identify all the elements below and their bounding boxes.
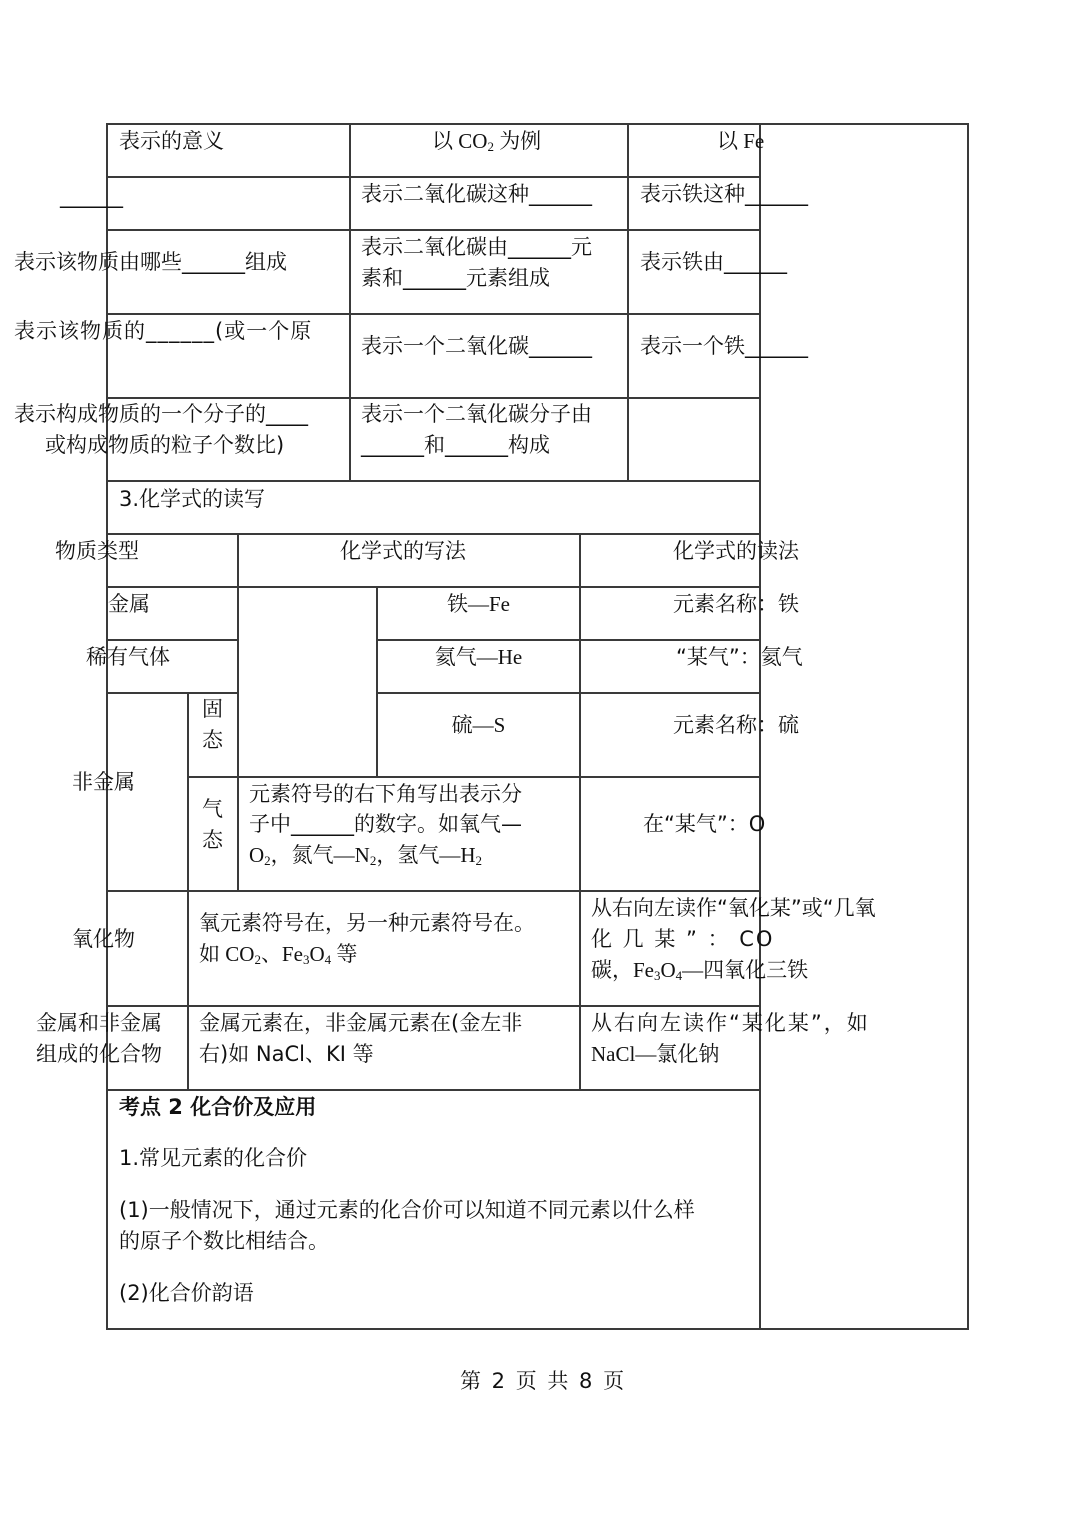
t2-metal-type: 金属 [108, 592, 150, 616]
t2-solid-bottom [187, 776, 760, 778]
t2-oxide-bottom [106, 1005, 760, 1007]
t2-header-writing: 化学式的写法 [340, 539, 466, 563]
t1-r1-meaning: ______ [60, 184, 123, 208]
kaodian2-item1-1-line1: (1)一般情况下，通过元素的化合价可以知道不同元素以什么样 [119, 1198, 695, 1222]
t2-oxide-reading-3: 碳，$Fe_3O_4—$四氧化三铁 [591, 958, 809, 983]
t1-r1-fe: 表示铁这种______ [640, 182, 808, 206]
t1-r4-co2-line1: 表示一个二氧化碳分子由 [361, 402, 592, 426]
t2-mnm-reading-1: 从右向左读作“某化某”，如 [591, 1011, 870, 1035]
t2-noble-example: 氦气—He [434, 645, 523, 669]
t2-solid-state-1: 固 [202, 697, 223, 721]
t1-r3-meaning: 表示该物质的______(或一个原 [14, 319, 313, 343]
t1-r2-co2-line2: 素和______元素组成 [361, 266, 550, 290]
t1-r3-fe: 表示一个铁______ [640, 334, 808, 358]
t1-r3-co2: 表示一个二氧化碳______ [361, 334, 592, 358]
t2-metal-reading: 元素名称：铁 [673, 592, 799, 616]
t2-solid-state-2: 态 [202, 728, 223, 752]
kaodian2-title: 考点 2 化合价及应用 [119, 1095, 317, 1119]
t2-col-type-right [237, 533, 239, 776]
t2-oxide-reading-2: 化 几 某 ” ： CO [591, 927, 775, 951]
kaodian2-item1-2: (2)化合价韵语 [119, 1281, 254, 1305]
t1-row-divider-3 [106, 313, 760, 315]
t1-row-divider-1 [106, 176, 760, 178]
t2-header-bottom [106, 586, 760, 588]
t1-r2-co2-line1: 表示二氧化碳由______元 [361, 235, 592, 259]
t2-gas-reading: 在“某气”：O [643, 812, 766, 836]
t2-gas-rule-1: 元素符号的右下角写出表示分 [249, 782, 522, 806]
t2-header-type: 物质类型 [55, 539, 139, 563]
t2-mnm-type-1: 金属和非金属 [36, 1011, 162, 1035]
t2-noble-bottom-right [376, 692, 760, 694]
t2-metal-example: 铁—Fe [447, 592, 510, 616]
t2-oxide-type: 氧化物 [72, 927, 135, 951]
t2-mnm-rule-1: 金属元素在，非金属元素在(金左非 [199, 1011, 523, 1035]
t1-header-co2: 以 $CO_2$ 为例 [432, 129, 542, 154]
t2-gas-rule-3: $O_2$，氮气$—N_2$，氢气$—H_2$ [249, 843, 483, 868]
t2-mnm-type-2: 组成的化合物 [36, 1042, 162, 1066]
t2-oxide-reading-1: 从右向左读作“氧化某”或“几氧 [591, 896, 876, 920]
t2-nonmetal-bottom [106, 890, 760, 892]
t1-r4-co2-line2: ______和______构成 [361, 433, 550, 457]
t2-gas-rule-2: 子中______的数字。如氧气— [249, 812, 522, 836]
t1-header-fe: 以 Fe [717, 129, 765, 153]
t1-r1-co2: 表示二氧化碳这种______ [361, 182, 592, 206]
t1-r4-meaning-line1: 表示构成物质的一个分子的____ [14, 402, 308, 426]
t1-row-divider-2 [106, 229, 760, 231]
kaodian2-item1-1-line2: 的原子个数比相结合。 [119, 1229, 329, 1253]
t2-oxide-rule-2: 如 $CO_2$、$Fe_3O_4$ 等 [199, 942, 358, 967]
table-left-border [106, 123, 108, 1329]
t2-col-gas-rule-left [237, 776, 239, 890]
t2-header-reading: 化学式的读法 [673, 539, 799, 563]
page-number: 第 2 页 共 8 页 [460, 1369, 627, 1393]
t2-solid-reading: 元素名称：硫 [673, 713, 799, 737]
table-bottom-border [106, 1328, 969, 1330]
outer-right-border [967, 123, 969, 1329]
kaodian2-item1: 1.常见元素的化合价 [119, 1146, 308, 1170]
t2-gas-state-2: 态 [202, 828, 223, 852]
t2-metal-bottom-right [376, 639, 760, 641]
t2-metal-bottom-left [106, 639, 238, 641]
t2-gas-state-1: 气 [202, 797, 223, 821]
t2-bottom [106, 1089, 760, 1091]
t1-r2-meaning: 表示该物质由哪些______组成 [14, 250, 287, 274]
t2-noble-reading: “某气”：氦气 [676, 645, 803, 669]
table-top-border [106, 123, 969, 125]
t2-solid-example: 硫—S [451, 713, 506, 737]
t1-bottom [106, 480, 760, 482]
section-3-title: 3.化学式的读写 [119, 487, 266, 511]
t2-oxide-rule-1: 氧元素符号在，另一种元素符号在。 [199, 911, 535, 935]
t1-r2-fe: 表示铁由______ [640, 250, 787, 274]
t2-mnm-rule-2: 右)如 NaCl、KI 等 [199, 1042, 374, 1066]
t2-nonmetal-type: 非金属 [72, 770, 135, 794]
t2-noble-type: 稀有气体 [86, 645, 170, 669]
t1-r4-meaning-line2: 或构成物质的粒子个数比) [45, 433, 285, 457]
t1-header-meaning: 表示的意义 [119, 129, 224, 153]
t2-mnm-reading-2: NaCl—氯化钠 [591, 1042, 720, 1066]
section3-bottom [106, 533, 760, 535]
